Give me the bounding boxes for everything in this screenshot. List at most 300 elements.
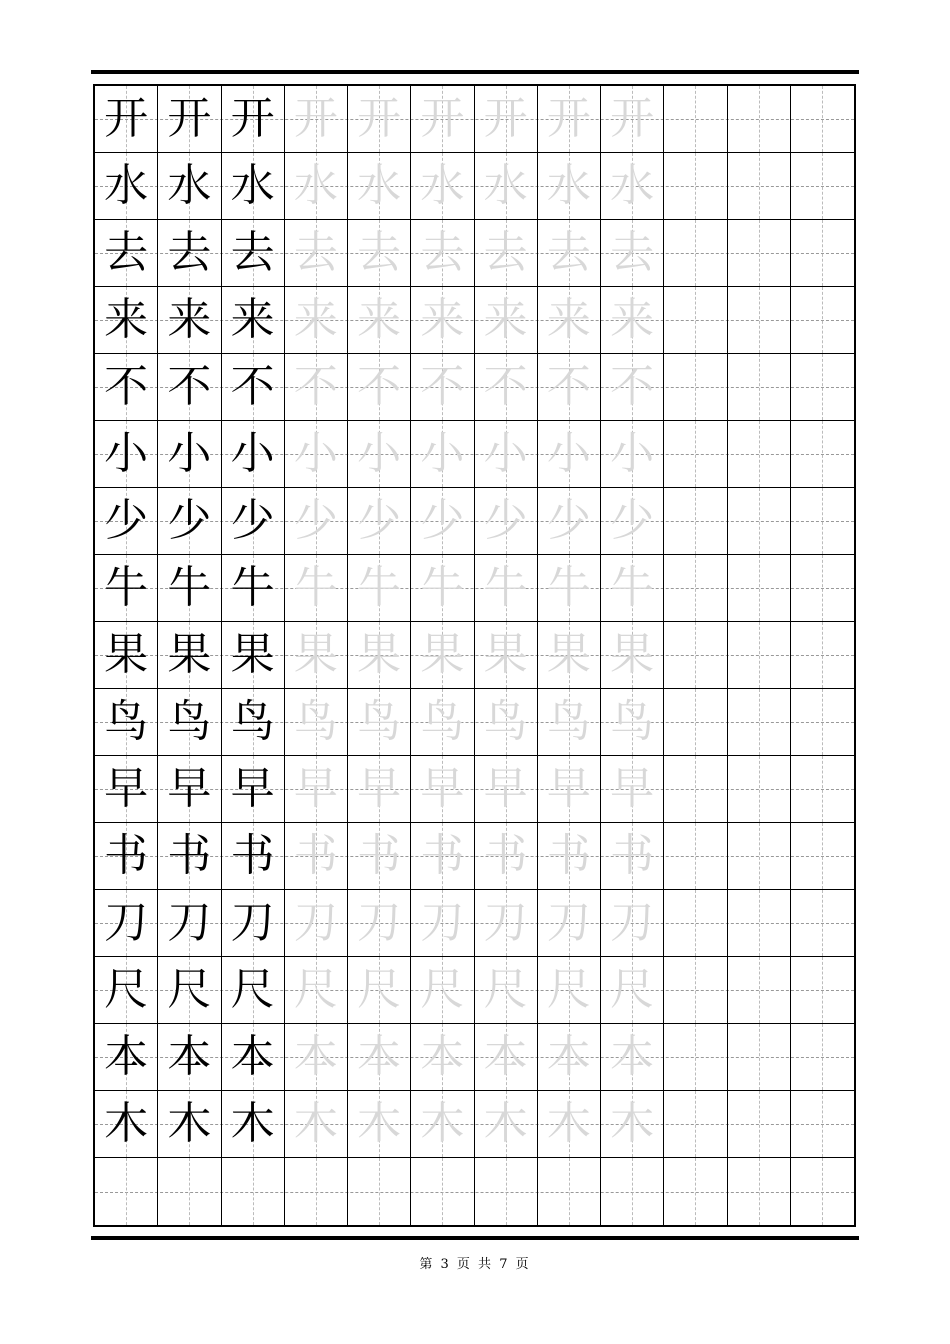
practice-cell (158, 622, 221, 688)
practice-cell (791, 689, 854, 755)
trace-character: 刀 (546, 897, 591, 948)
model-character: 水 (167, 160, 212, 211)
model-character: 去 (167, 227, 212, 278)
practice-cell (411, 153, 474, 219)
practice-cell (411, 1091, 474, 1157)
trace-character: 早 (546, 763, 591, 814)
model-character: 水 (230, 160, 275, 211)
practice-cell (95, 823, 158, 889)
practice-cell (601, 153, 664, 219)
cell-guide-line (442, 1158, 443, 1225)
practice-cell (285, 823, 348, 889)
practice-cell (791, 287, 854, 353)
trace-character: 果 (610, 629, 655, 680)
model-character: 水 (104, 160, 149, 211)
cell-guide-line (822, 421, 823, 487)
practice-cell (791, 1158, 854, 1225)
practice-cell (475, 153, 538, 219)
cell-guide-line (822, 555, 823, 621)
practice-cell (95, 1158, 158, 1225)
trace-character: 果 (483, 629, 528, 680)
cell-guide-line (822, 756, 823, 822)
trace-character: 果 (293, 629, 338, 680)
practice-cell (348, 421, 411, 487)
trace-character: 少 (610, 495, 655, 546)
practice-row (95, 153, 854, 220)
practice-cell (664, 622, 727, 688)
trace-character: 水 (483, 160, 528, 211)
practice-cell (348, 354, 411, 420)
practice-cell (95, 1091, 158, 1157)
trace-character: 水 (610, 160, 655, 211)
trace-character: 果 (357, 629, 402, 680)
cell-guide-line (822, 823, 823, 889)
practice-cell (475, 86, 538, 152)
trace-character: 木 (420, 1098, 465, 1149)
model-character: 早 (167, 763, 212, 814)
cell-guide-line (822, 1024, 823, 1090)
practice-cell (285, 555, 348, 621)
practice-cell (601, 1158, 664, 1225)
cell-guide-line (759, 354, 760, 420)
practice-cell (601, 756, 664, 822)
practice-cell (95, 890, 158, 956)
practice-cell (95, 220, 158, 286)
practice-cell (538, 890, 601, 956)
practice-cell (538, 153, 601, 219)
practice-cell (411, 86, 474, 152)
cell-guide-line (759, 957, 760, 1023)
model-character: 开 (230, 93, 275, 144)
practice-cell (158, 1024, 221, 1090)
practice-cell (791, 823, 854, 889)
practice-cell (348, 86, 411, 152)
practice-cell (538, 823, 601, 889)
practice-cell (728, 488, 791, 554)
practice-cell (791, 555, 854, 621)
model-character: 本 (230, 1031, 275, 1082)
practice-row (95, 220, 854, 287)
model-character: 不 (230, 361, 275, 412)
practice-cell (411, 957, 474, 1023)
practice-cell (158, 220, 221, 286)
model-character: 少 (230, 495, 275, 546)
practice-cell (411, 823, 474, 889)
practice-cell (411, 287, 474, 353)
practice-cell (538, 622, 601, 688)
cell-guide-line (822, 287, 823, 353)
practice-row (95, 354, 854, 421)
model-character: 小 (230, 428, 275, 479)
practice-cell (222, 756, 285, 822)
cell-guide-line (695, 287, 696, 353)
cell-guide-line (822, 1091, 823, 1157)
practice-cell (538, 1024, 601, 1090)
practice-cell (348, 220, 411, 286)
practice-cell (158, 890, 221, 956)
trace-character: 小 (357, 428, 402, 479)
trace-character: 早 (610, 763, 655, 814)
practice-cell (158, 823, 221, 889)
practice-cell (475, 622, 538, 688)
practice-cell (728, 823, 791, 889)
model-character: 尺 (167, 964, 212, 1015)
trace-character: 少 (420, 495, 465, 546)
practice-cell (348, 957, 411, 1023)
practice-row (95, 1091, 854, 1158)
practice-cell (95, 1024, 158, 1090)
trace-character: 不 (357, 361, 402, 412)
practice-cell (664, 421, 727, 487)
practice-cell (728, 153, 791, 219)
cell-guide-line (695, 220, 696, 286)
model-character: 去 (230, 227, 275, 278)
model-character: 少 (167, 495, 212, 546)
practice-cell (285, 1091, 348, 1157)
practice-cell (95, 287, 158, 353)
practice-cell (411, 890, 474, 956)
cell-guide-line (759, 488, 760, 554)
cell-guide-line (126, 1158, 127, 1225)
cell-guide-line (822, 689, 823, 755)
practice-cell (158, 86, 221, 152)
cell-guide-line (822, 153, 823, 219)
model-character: 开 (104, 93, 149, 144)
practice-cell (601, 287, 664, 353)
practice-cell (601, 622, 664, 688)
practice-cell (285, 689, 348, 755)
model-character: 不 (167, 361, 212, 412)
trace-character: 书 (483, 830, 528, 881)
practice-cell (285, 354, 348, 420)
practice-row (95, 287, 854, 354)
practice-cell (728, 756, 791, 822)
practice-cell (601, 689, 664, 755)
practice-cell (538, 488, 601, 554)
practice-cell (791, 354, 854, 420)
model-character: 小 (167, 428, 212, 479)
cell-guide-line (189, 1158, 190, 1225)
practice-cell (728, 890, 791, 956)
practice-cell (285, 488, 348, 554)
trace-character: 开 (420, 93, 465, 144)
practice-cell (538, 354, 601, 420)
trace-character: 小 (483, 428, 528, 479)
practice-cell (285, 220, 348, 286)
practice-cell (348, 1091, 411, 1157)
practice-cell (348, 756, 411, 822)
practice-cell (664, 1091, 727, 1157)
trace-character: 早 (293, 763, 338, 814)
trace-character: 不 (610, 361, 655, 412)
trace-character: 刀 (483, 897, 528, 948)
practice-cell (475, 823, 538, 889)
practice-cell (411, 488, 474, 554)
trace-character: 木 (293, 1098, 338, 1149)
practice-row (95, 689, 854, 756)
cell-guide-line (695, 1024, 696, 1090)
practice-cell (664, 153, 727, 219)
practice-cell (664, 756, 727, 822)
trace-character: 尺 (610, 964, 655, 1015)
practice-cell (664, 86, 727, 152)
practice-cell (348, 622, 411, 688)
trace-character: 去 (546, 227, 591, 278)
practice-row (95, 622, 854, 689)
trace-character: 牛 (293, 562, 338, 613)
cell-guide-line (822, 488, 823, 554)
practice-cell (601, 421, 664, 487)
practice-cell (348, 287, 411, 353)
cell-guide-line (759, 287, 760, 353)
trace-character: 尺 (357, 964, 402, 1015)
practice-cell (728, 1158, 791, 1225)
trace-character: 开 (357, 93, 402, 144)
practice-cell (791, 153, 854, 219)
practice-cell (728, 1091, 791, 1157)
trace-character: 去 (357, 227, 402, 278)
model-character: 书 (230, 830, 275, 881)
practice-cell (95, 756, 158, 822)
trace-character: 书 (293, 830, 338, 881)
practice-cell (222, 957, 285, 1023)
practice-cell (538, 1091, 601, 1157)
practice-cell (285, 1158, 348, 1225)
practice-cell (158, 689, 221, 755)
cell-guide-line (316, 1158, 317, 1225)
practice-cell (791, 622, 854, 688)
trace-character: 去 (610, 227, 655, 278)
practice-cell (158, 555, 221, 621)
cell-guide-line (379, 1158, 380, 1225)
trace-character: 少 (293, 495, 338, 546)
model-character: 鸟 (167, 696, 212, 747)
model-character: 少 (104, 495, 149, 546)
model-character: 果 (167, 629, 212, 680)
practice-cell (601, 1091, 664, 1157)
trace-character: 牛 (483, 562, 528, 613)
practice-cell (411, 354, 474, 420)
practice-cell (348, 1024, 411, 1090)
practice-cell (664, 354, 727, 420)
practice-row (95, 957, 854, 1024)
practice-cell (664, 220, 727, 286)
cell-guide-line (253, 1158, 254, 1225)
trace-character: 少 (357, 495, 402, 546)
trace-character: 本 (420, 1031, 465, 1082)
trace-character: 牛 (420, 562, 465, 613)
practice-cell (601, 86, 664, 152)
practice-cell (95, 957, 158, 1023)
trace-character: 本 (357, 1031, 402, 1082)
practice-row (95, 756, 854, 823)
cell-guide-line (695, 689, 696, 755)
trace-character: 来 (483, 294, 528, 345)
practice-cell (411, 1024, 474, 1090)
cell-guide-line (759, 1158, 760, 1225)
trace-character: 小 (546, 428, 591, 479)
trace-character: 木 (483, 1098, 528, 1149)
trace-character: 水 (357, 160, 402, 211)
cell-guide-line (759, 421, 760, 487)
practice-cell (538, 957, 601, 1023)
trace-character: 鸟 (420, 696, 465, 747)
practice-cell (222, 1024, 285, 1090)
trace-character: 来 (293, 294, 338, 345)
practice-cell (95, 555, 158, 621)
cell-guide-line (569, 1158, 570, 1225)
cell-guide-line (695, 555, 696, 621)
practice-cell (664, 890, 727, 956)
practice-cell (601, 555, 664, 621)
practice-cell (285, 1024, 348, 1090)
practice-cell (664, 823, 727, 889)
trace-character: 来 (420, 294, 465, 345)
practice-cell (95, 689, 158, 755)
practice-row (95, 421, 854, 488)
practice-cell (285, 153, 348, 219)
cell-guide-line (759, 86, 760, 152)
practice-row (95, 86, 854, 153)
practice-cell (728, 86, 791, 152)
practice-cell (664, 555, 727, 621)
practice-cell (601, 488, 664, 554)
trace-character: 木 (610, 1098, 655, 1149)
practice-cell (475, 421, 538, 487)
practice-cell (285, 86, 348, 152)
practice-cell (601, 890, 664, 956)
practice-cell (222, 890, 285, 956)
cell-guide-line (822, 890, 823, 956)
practice-cell (348, 1158, 411, 1225)
practice-cell (728, 622, 791, 688)
practice-cell (601, 354, 664, 420)
practice-cell (664, 957, 727, 1023)
cell-guide-line (759, 1024, 760, 1090)
trace-character: 来 (546, 294, 591, 345)
model-character: 早 (230, 763, 275, 814)
practice-cell (791, 1024, 854, 1090)
cell-guide-line (822, 86, 823, 152)
practice-cell (95, 488, 158, 554)
cell-guide-line (506, 1158, 507, 1225)
practice-cell (664, 287, 727, 353)
page-footer: 第 3 页 共 7 页 (419, 1257, 531, 1272)
model-character: 来 (167, 294, 212, 345)
practice-cell (728, 689, 791, 755)
trace-character: 刀 (420, 897, 465, 948)
trace-character: 不 (483, 361, 528, 412)
practice-cell (158, 153, 221, 219)
practice-cell (222, 1158, 285, 1225)
trace-character: 鸟 (610, 696, 655, 747)
model-character: 小 (104, 428, 149, 479)
practice-cell (222, 287, 285, 353)
trace-character: 早 (483, 763, 528, 814)
practice-cell (601, 957, 664, 1023)
model-character: 来 (230, 294, 275, 345)
cell-guide-line (695, 1158, 696, 1225)
practice-cell (411, 689, 474, 755)
practice-cell (222, 86, 285, 152)
cell-guide-line (759, 890, 760, 956)
practice-row (95, 890, 854, 957)
model-character: 尺 (230, 964, 275, 1015)
trace-character: 书 (357, 830, 402, 881)
practice-cell (411, 622, 474, 688)
cell-guide-line (822, 622, 823, 688)
trace-character: 刀 (293, 897, 338, 948)
practice-cell (728, 1024, 791, 1090)
practice-cell (95, 421, 158, 487)
practice-cell (475, 890, 538, 956)
cell-guide-line (695, 354, 696, 420)
practice-cell (411, 220, 474, 286)
practice-cell (475, 1091, 538, 1157)
practice-cell (158, 488, 221, 554)
model-character: 木 (167, 1098, 212, 1149)
cell-guide-line (759, 756, 760, 822)
practice-cell (222, 153, 285, 219)
trace-character: 水 (293, 160, 338, 211)
trace-character: 去 (483, 227, 528, 278)
model-character: 鸟 (230, 696, 275, 747)
practice-cell (348, 823, 411, 889)
cell-guide-line (695, 488, 696, 554)
practice-cell (791, 86, 854, 152)
model-character: 木 (104, 1098, 149, 1149)
practice-cell (348, 153, 411, 219)
trace-character: 开 (546, 93, 591, 144)
practice-row (95, 1024, 854, 1091)
cell-guide-line (759, 220, 760, 286)
practice-cell (222, 823, 285, 889)
trace-character: 本 (483, 1031, 528, 1082)
model-character: 书 (167, 830, 212, 881)
practice-cell (728, 957, 791, 1023)
practice-cell (95, 153, 158, 219)
practice-cell (664, 1024, 727, 1090)
practice-cell (728, 354, 791, 420)
practice-cell (475, 220, 538, 286)
practice-cell (601, 1024, 664, 1090)
practice-cell (538, 421, 601, 487)
practice-cell (475, 488, 538, 554)
practice-cell (791, 957, 854, 1023)
practice-cell (601, 823, 664, 889)
trace-character: 书 (546, 830, 591, 881)
practice-cell (475, 1158, 538, 1225)
practice-cell (411, 756, 474, 822)
cell-guide-line (759, 1091, 760, 1157)
practice-cell (285, 957, 348, 1023)
practice-cell (791, 421, 854, 487)
practice-cell (158, 957, 221, 1023)
trace-character: 少 (483, 495, 528, 546)
trace-character: 尺 (546, 964, 591, 1015)
practice-cell (222, 622, 285, 688)
trace-character: 尺 (420, 964, 465, 1015)
cell-guide-line (822, 957, 823, 1023)
practice-cell (791, 756, 854, 822)
practice-cell (538, 1158, 601, 1225)
trace-character: 少 (546, 495, 591, 546)
practice-cell (475, 957, 538, 1023)
model-character: 刀 (167, 897, 212, 948)
model-character: 刀 (230, 897, 275, 948)
model-character: 去 (104, 227, 149, 278)
trace-character: 书 (420, 830, 465, 881)
